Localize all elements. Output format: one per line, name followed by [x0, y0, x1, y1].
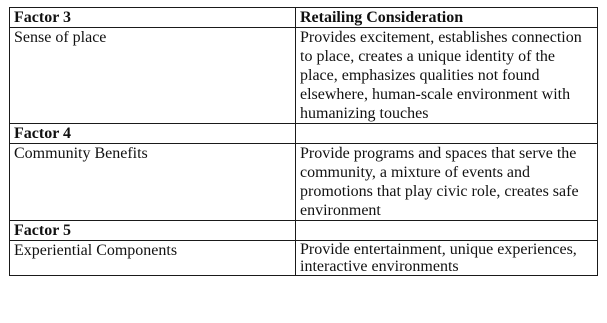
factor-cell: Community Benefits	[10, 144, 296, 221]
section-header-row	[10, 221, 598, 241]
empty-cell	[296, 124, 598, 144]
table-row	[10, 241, 598, 276]
consideration-cell: Provide entertainment, unique experiences, interactive environments	[296, 241, 598, 276]
factor-4-header: Factor 4	[10, 124, 296, 144]
factor-cell: Experiential Components	[10, 241, 296, 276]
factor-5-header: Factor 5	[10, 221, 296, 241]
table-header-row	[10, 8, 598, 28]
factor-cell: Sense of place	[10, 28, 296, 124]
consideration-cell: Provides excitement, establishes connection to place, creates a unique identity of the place, emphasizes qualities not found elsewhere, human-scale environment with humanizing touches	[296, 28, 598, 124]
empty-cell	[296, 221, 598, 241]
factor-3-header: Factor 3	[10, 8, 296, 28]
table-row	[10, 28, 598, 124]
section-header-row	[10, 124, 598, 144]
consideration-cell: Provide programs and spaces that serve the community, a mixture of events and promotions that play civic role, creates safe environment	[296, 144, 598, 221]
retailing-factors-table	[9, 7, 598, 276]
table-row	[10, 144, 598, 221]
retailing-consideration-header: Retailing Consideration	[296, 8, 598, 28]
